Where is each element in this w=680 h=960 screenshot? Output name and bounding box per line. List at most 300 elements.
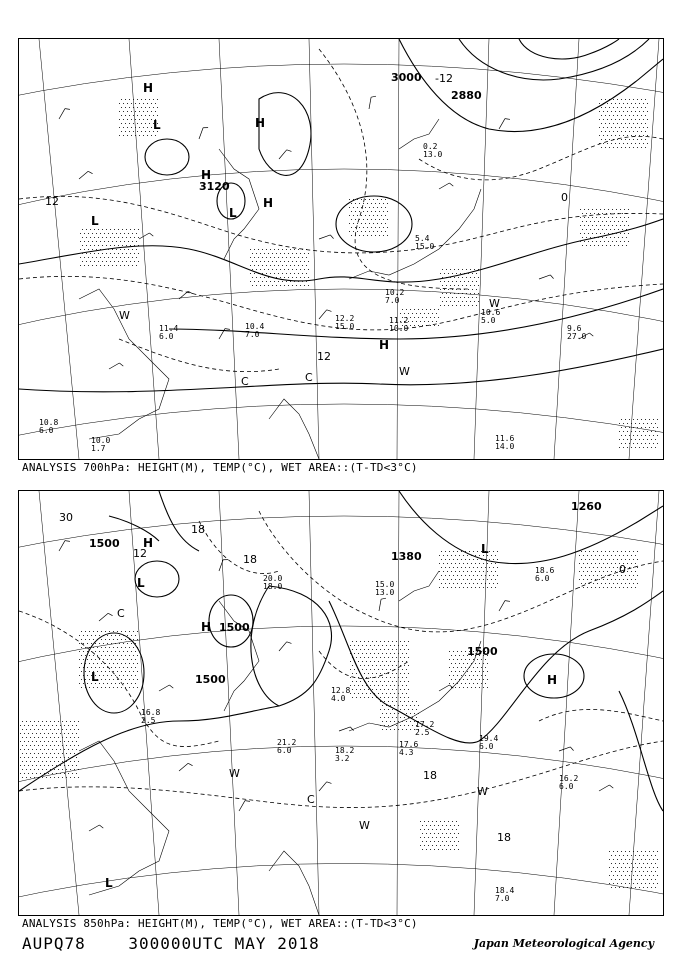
wet-area-dot (605, 139, 606, 140)
station-plot (399, 740, 418, 757)
wet-area-dot (364, 641, 365, 642)
wet-area-dot (76, 741, 77, 742)
wet-area-dot (110, 253, 111, 254)
wet-area-dot (475, 679, 476, 680)
wet-area-dot (123, 651, 124, 652)
wet-area-dot (46, 737, 47, 738)
wet-area-dot (118, 261, 119, 262)
wet-area-dot (649, 435, 650, 436)
wet-area-dot (149, 131, 150, 132)
wet-area-dot (645, 443, 646, 444)
wet-area-dot (374, 685, 375, 686)
wet-area-dot (139, 103, 140, 104)
wet-area-dot (476, 297, 477, 298)
wet-area-dot (643, 111, 644, 112)
wet-area-dot (374, 669, 375, 670)
wet-area-dot (129, 115, 130, 116)
wet-area-dot (386, 661, 387, 662)
wet-area-dot (74, 753, 75, 754)
wet-area-dot (428, 829, 429, 830)
wet-area-dot (362, 653, 363, 654)
wet-area-dot (603, 571, 604, 572)
wet-area-dot (476, 305, 477, 306)
wet-area-dot (602, 229, 603, 230)
wet-area-dot (62, 777, 63, 778)
wet-area-dot (22, 753, 23, 754)
wet-area-dot (81, 655, 82, 656)
wet-area-dot (412, 701, 413, 702)
wet-area-dot (611, 103, 612, 104)
wet-area-dot (491, 563, 492, 564)
wet-area-dot (378, 693, 379, 694)
wet-area-dot (477, 567, 478, 568)
wet-area-dot (621, 583, 622, 584)
wet-area-dot (583, 571, 584, 572)
wet-area-dot (32, 757, 33, 758)
wet-area-dot (591, 555, 592, 556)
wet-area-dot (396, 665, 397, 666)
wet-area-dot (647, 447, 648, 448)
wet-area-dot (463, 587, 464, 588)
wet-area-dot (628, 225, 629, 226)
wet-area-dot (113, 639, 114, 640)
wet-area-dot (443, 587, 444, 588)
wet-area-dot (438, 325, 439, 326)
wet-area-dot (647, 423, 648, 424)
wet-area-dot (107, 683, 108, 684)
wet-area-dot (89, 655, 90, 656)
wet-area-dot (366, 653, 367, 654)
wet-area-dot (627, 135, 628, 136)
wet-area-dot (68, 725, 69, 726)
station-plot (335, 314, 354, 331)
wet-area-dot (463, 671, 464, 672)
wet-area-dot (615, 587, 616, 588)
svg-text:7.0: 7.0 (245, 330, 260, 339)
wet-area-dot (461, 567, 462, 568)
wet-area-dot (631, 887, 632, 888)
wet-area-dot (620, 233, 621, 234)
wet-area-dot (68, 749, 69, 750)
wet-area-dot (392, 641, 393, 642)
wet-area-dot (412, 717, 413, 718)
wet-area-dot (392, 725, 393, 726)
wet-area-dot (633, 859, 634, 860)
wet-area-dot (352, 665, 353, 666)
wet-area-dot (609, 131, 610, 132)
wet-area-dot (34, 745, 35, 746)
wet-area-dot (386, 669, 387, 670)
wet-area-dot (424, 313, 425, 314)
wet-area-dot (639, 135, 640, 136)
wet-area-dot (62, 769, 63, 770)
wet-area-dot (143, 119, 144, 120)
wet-area-dot (379, 227, 380, 228)
wet-area-dot (487, 663, 488, 664)
wet-area-dot (438, 841, 439, 842)
wet-area-dot (590, 237, 591, 238)
wet-area-dot (353, 223, 354, 224)
wet-area-dot (390, 693, 391, 694)
wet-area-dot (589, 551, 590, 552)
wet-area-dot (633, 575, 634, 576)
wet-area-dot (129, 655, 130, 656)
wet-area-dot (135, 135, 136, 136)
wet-area-dot (645, 419, 646, 420)
wet-area-dot (258, 265, 259, 266)
wet-area-dot (623, 887, 624, 888)
wet-area-dot (296, 269, 297, 270)
wet-area-dot (470, 277, 471, 278)
wet-area-dot (398, 645, 399, 646)
wet-area-dot (607, 119, 608, 120)
wet-area-dot (627, 127, 628, 128)
wet-area-dot (70, 761, 71, 762)
wet-area-dot (623, 879, 624, 880)
wet-area-dot (382, 677, 383, 678)
wet-area-dot (418, 705, 419, 706)
wet-area-dot (593, 559, 594, 560)
wet-area-dot (115, 659, 116, 660)
wet-area-dot (130, 253, 131, 254)
wet-area-dot (410, 317, 411, 318)
wet-area-dot (624, 217, 625, 218)
wet-area-dot (290, 249, 291, 250)
wet-area-dot (633, 131, 634, 132)
wet-area-dot (605, 99, 606, 100)
wet-area-dot (123, 119, 124, 120)
wet-area-dot (450, 301, 451, 302)
wet-area-dot (22, 761, 23, 762)
wet-area-dot (117, 647, 118, 648)
wet-area-dot (410, 729, 411, 730)
wet-area-dot (467, 663, 468, 664)
wet-area-dot (617, 567, 618, 568)
wet-area-dot (76, 757, 77, 758)
wet-area-dot (91, 643, 92, 644)
wet-area-dot (123, 675, 124, 676)
wet-area-dot (360, 649, 361, 650)
wet-area-dot (137, 679, 138, 680)
wet-area-dot (129, 99, 130, 100)
wet-area-dot (457, 651, 458, 652)
wet-area-dot (627, 879, 628, 880)
wet-area-dot (452, 273, 453, 274)
wet-area-dot (601, 107, 602, 108)
wet-area-dot (122, 261, 123, 262)
wet-area-dot (448, 305, 449, 306)
wet-area-dot (613, 851, 614, 852)
wet-area-dot (639, 111, 640, 112)
wet-area-dot (453, 651, 454, 652)
wet-area-dot (629, 419, 630, 420)
wet-area-dot (48, 749, 49, 750)
wet-area-dot (461, 675, 462, 676)
wet-area-dot (633, 443, 634, 444)
wet-area-dot (621, 427, 622, 428)
wet-area-dot (416, 709, 417, 710)
wet-area-dot (81, 671, 82, 672)
wet-area-dot (621, 859, 622, 860)
wet-area-dot (655, 431, 656, 432)
wet-area-dot (439, 579, 440, 580)
wet-area-dot (354, 693, 355, 694)
wet-area-dot (292, 253, 293, 254)
wet-area-dot (60, 757, 61, 758)
wet-area-dot (609, 123, 610, 124)
wet-area-dot (582, 221, 583, 222)
wet-area-dot (34, 737, 35, 738)
wet-area-dot (608, 225, 609, 226)
wet-area-dot (78, 769, 79, 770)
wet-area-dot (607, 135, 608, 136)
svg-text:4.0: 4.0 (331, 694, 346, 703)
wet-area-dot (46, 729, 47, 730)
wet-area-dot (108, 257, 109, 258)
wet-area-dot (54, 729, 55, 730)
svg-text:6.0: 6.0 (559, 782, 574, 791)
wet-area-dot (80, 257, 81, 258)
wet-area-dot (633, 559, 634, 560)
wet-area-dot (475, 579, 476, 580)
wet-area-dot (392, 701, 393, 702)
wet-area-dot (387, 203, 388, 204)
wet-area-dot (408, 701, 409, 702)
wet-area-dot (599, 111, 600, 112)
wet-area-dot (455, 579, 456, 580)
wet-area-dot (404, 697, 405, 698)
wet-area-dot (473, 559, 474, 560)
wet-area-dot (394, 713, 395, 714)
wind-barb-flag (327, 782, 332, 784)
wet-area-dot (89, 687, 90, 688)
wet-area-dot (619, 555, 620, 556)
wet-area-dot (133, 663, 134, 664)
wet-area-dot (404, 725, 405, 726)
wet-area-dot (349, 231, 350, 232)
wet-area-dot (302, 273, 303, 274)
wet-area-dot (376, 681, 377, 682)
wet-area-dot (629, 131, 630, 132)
wet-area-dot (296, 277, 297, 278)
wet-area-dot (459, 555, 460, 556)
wet-area-dot (610, 237, 611, 238)
wet-area-dot (121, 99, 122, 100)
wet-area-dot (111, 651, 112, 652)
wet-area-dot (97, 631, 98, 632)
wet-area-dot (430, 325, 431, 326)
wet-area-dot (593, 583, 594, 584)
wet-area-dot (651, 855, 652, 856)
wet-area-dot (396, 641, 397, 642)
wet-area-dot (388, 641, 389, 642)
wet-area-dot (394, 677, 395, 678)
wet-area-dot (497, 575, 498, 576)
wet-area-dot (133, 671, 134, 672)
wet-area-dot (66, 737, 67, 738)
wet-area-dot (601, 115, 602, 116)
wet-area-dot (110, 237, 111, 238)
wet-area-dot (430, 825, 431, 826)
wet-area-dot (54, 761, 55, 762)
wet-area-dot (87, 635, 88, 636)
wet-area-dot (497, 583, 498, 584)
wet-area-dot (653, 883, 654, 884)
wet-area-dot (155, 135, 156, 136)
wet-area-dot (111, 675, 112, 676)
wet-area-dot (603, 111, 604, 112)
wet-area-dot (605, 583, 606, 584)
wet-area-dot (592, 233, 593, 234)
wet-area-dot (363, 219, 364, 220)
wet-area-dot (30, 737, 31, 738)
wet-area-dot (81, 679, 82, 680)
wet-area-dot (497, 567, 498, 568)
wet-area-dot (396, 697, 397, 698)
wet-area-dot (475, 587, 476, 588)
wet-area-dot (380, 673, 381, 674)
wet-area-dot (478, 293, 479, 294)
wet-area-dot (597, 551, 598, 552)
wet-area-dot (134, 237, 135, 238)
wet-area-dot (52, 773, 53, 774)
wet-area-dot (375, 219, 376, 220)
wet-area-dot (149, 115, 150, 116)
wet-area-dot (387, 227, 388, 228)
wet-area-dot (445, 551, 446, 552)
wet-area-dot (117, 655, 118, 656)
wet-area-dot (625, 851, 626, 852)
wet-area-dot (34, 721, 35, 722)
wet-area-dot (611, 127, 612, 128)
wet-area-dot (20, 757, 21, 758)
wet-area-dot (625, 883, 626, 884)
wet-area-dot (276, 269, 277, 270)
wet-area-dot (440, 273, 441, 274)
wet-area-dot (450, 285, 451, 286)
wet-area-dot (615, 579, 616, 580)
wet-area-dot (384, 725, 385, 726)
wet-area-dot (609, 875, 610, 876)
wet-area-dot (604, 241, 605, 242)
wet-area-dot (637, 875, 638, 876)
wet-area-dot (402, 693, 403, 694)
wind-barb-flag (88, 171, 92, 173)
wet-area-dot (95, 667, 96, 668)
wet-area-dot (593, 567, 594, 568)
wet-area-dot (24, 741, 25, 742)
wet-area-dot (612, 209, 613, 210)
wet-area-dot (284, 253, 285, 254)
contour-label: 18 (191, 523, 205, 536)
wet-area-dot (445, 583, 446, 584)
wet-area-dot (79, 635, 80, 636)
wet-area-dot (463, 679, 464, 680)
wet-area-dot (453, 675, 454, 676)
wet-area-dot (428, 821, 429, 822)
wet-area-dot (87, 651, 88, 652)
wet-area-dot (458, 301, 459, 302)
wet-area-dot (627, 863, 628, 864)
wet-area-dot (467, 687, 468, 688)
wet-area-dot (430, 833, 431, 834)
wet-area-dot (376, 649, 377, 650)
wet-area-dot (394, 693, 395, 694)
wet-area-dot (619, 447, 620, 448)
wet-area-dot (633, 123, 634, 124)
wet-area-dot (624, 233, 625, 234)
wet-area-dot (392, 673, 393, 674)
wet-area-dot (463, 687, 464, 688)
wet-area-dot (84, 257, 85, 258)
wet-area-dot (584, 209, 585, 210)
wet-area-dot (619, 863, 620, 864)
wet-area-dot (83, 643, 84, 644)
svg-text:15.0: 15.0 (415, 242, 435, 251)
wet-area-dot (127, 675, 128, 676)
wet-area-dot (473, 659, 474, 660)
wet-area-dot (131, 127, 132, 128)
svg-text:18.6: 18.6 (535, 566, 555, 575)
wet-area-dot (629, 859, 630, 860)
wind-barb (59, 109, 65, 119)
wet-area-dot (625, 551, 626, 552)
wet-area-dot (641, 435, 642, 436)
wet-area-dot (643, 431, 644, 432)
wet-area-dot (615, 143, 616, 144)
wet-area-dot (300, 269, 301, 270)
wet-area-dot (70, 777, 71, 778)
wet-area-dot (280, 253, 281, 254)
wet-area-dot (372, 681, 373, 682)
wet-area-dot (452, 829, 453, 830)
wet-area-dot (258, 281, 259, 282)
wet-area-dot (633, 867, 634, 868)
wet-area-dot (139, 135, 140, 136)
wet-area-dot (139, 111, 140, 112)
wet-area-dot (483, 679, 484, 680)
wet-area-dot (115, 651, 116, 652)
wet-area-dot (653, 435, 654, 436)
wet-area-dot (467, 671, 468, 672)
wet-area-dot (153, 99, 154, 100)
wet-area-dot (387, 219, 388, 220)
wet-area-dot (262, 249, 263, 250)
product-id: AUPQ78 (22, 934, 86, 953)
wet-area-dot (100, 257, 101, 258)
wet-area-dot (93, 655, 94, 656)
wet-area-dot (400, 657, 401, 658)
wet-area-dot (50, 753, 51, 754)
wet-area-dot (121, 131, 122, 132)
wet-area-dot (93, 663, 94, 664)
wet-area-dot (70, 737, 71, 738)
wet-area-dot (127, 111, 128, 112)
wet-area-dot (626, 245, 627, 246)
wet-area-dot (625, 583, 626, 584)
wet-area-dot (306, 273, 307, 274)
wet-area-dot (633, 851, 634, 852)
wet-area-dot (355, 211, 356, 212)
wet-area-dot (402, 645, 403, 646)
wet-area-dot (641, 859, 642, 860)
wet-area-dot (448, 273, 449, 274)
wet-area-dot (141, 107, 142, 108)
wet-area-dot (118, 229, 119, 230)
wet-area-dot (96, 241, 97, 242)
wet-area-dot (459, 655, 460, 656)
svg-text:6.0: 6.0 (479, 742, 494, 751)
